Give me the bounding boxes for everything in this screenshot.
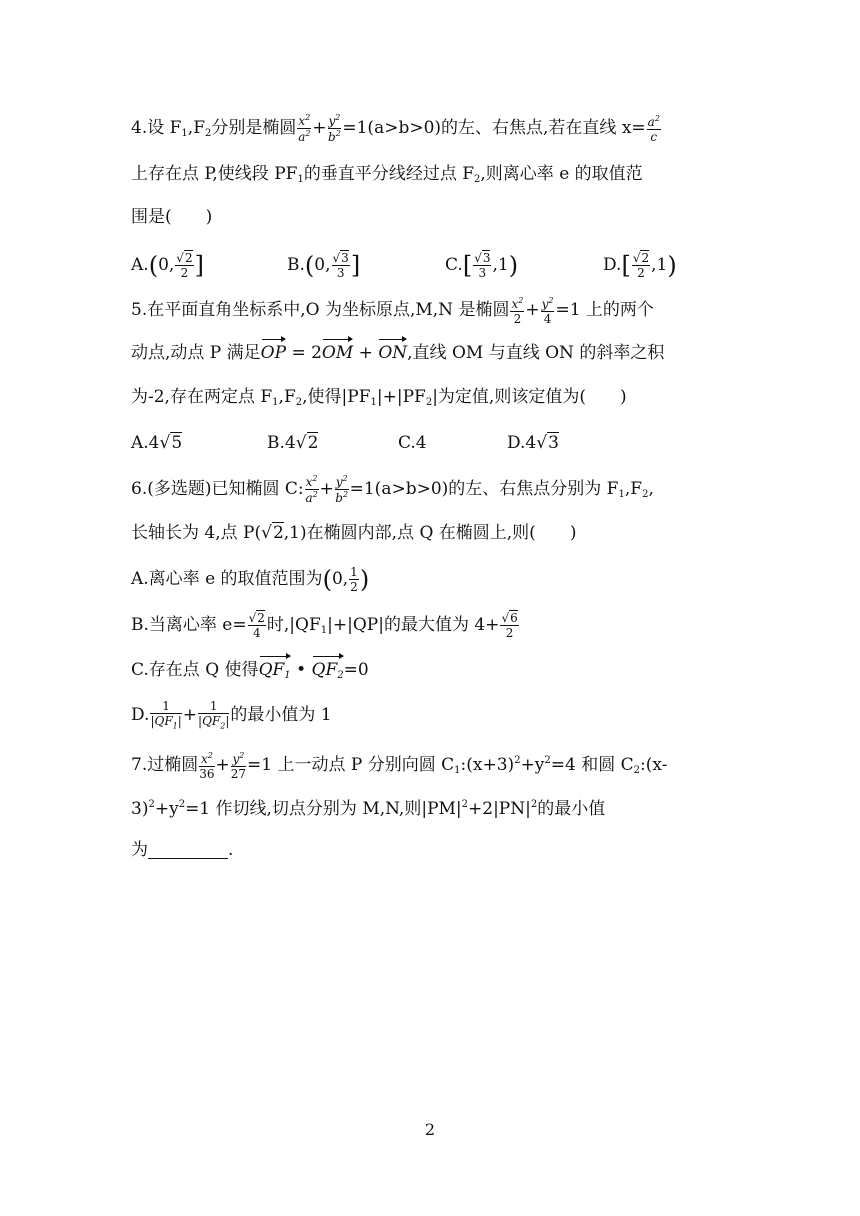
q5-option-c: C.4 [398,433,427,453]
q6-line-2: 长轴长为 4,点 P(√2,1)在椭圆内部,点 Q 在椭圆上,则( ) [131,523,577,543]
q6-option-d: D. $\frac{1}{|QF_1|}$ + $\frac{1}{|QF_2|}$ 的最小值为 1 [131,699,332,731]
q5-line-2: 动点,动点 P 满足OP = 2OM + ON,直线 OM 与直线 ON 的斜率之积 [131,336,664,370]
q4-line-3: 围是( ) [131,207,213,227]
q4-option-d: D.[ $\frac{√2}{2}$ ,1) [603,251,677,280]
q4-option-c: C.[ $\frac{√3}{3}$ ,1) [445,251,519,280]
q4-line-1: 4.设 $F_1,F_2$分别是椭圆 $\frac{x^2}{a^2}$ + $\frac{y^2}{b^2}$ =1(a>b>0)的左、右焦点,若在直线 x= $\frac{a^2}{c}$ [131,113,660,144]
q6-line-1: 6.(多选题)已知椭圆 C: $\frac{x^2}{a^2}$ + $\frac{y^2}{b^2}$ =1(a>b>0)的左、右焦点分别为 $F_1,F_2$, [131,474,654,505]
q7-line-3: 为 . [131,840,234,860]
q4-line-2: 上存在点 P,使线段 $PF_1$的垂直平分线经过点 $F_2$,则离心率 e 的取值范 [131,164,643,185]
q5-option-a: A.4√5 [131,433,183,453]
q4-option-a: A.(0, $\frac{√2}{2}$ ] [131,251,204,280]
answer-blank[interactable] [148,838,228,859]
q6-option-b: B.当离心率 e= $\frac{√2}{4}$ 时$,|QF_1|+|QP|$的最大值为 4+ $\frac{√6}{2}$ [131,611,518,640]
q7-line-1: 7.过椭圆 $\frac{x^2}{36}$ + $\frac{y^2}{27}$ =1 上一动点 P 分别向圆 $C_1:(x+3)^2+y^2=4$ 和圆 $C_2:(x-$ [131,750,668,781]
q5-option-d: D.4√3 [507,433,559,453]
q4-option-b: B.(0, $\frac{√3}{3}$ ] [287,251,361,280]
page-number: 2 [424,1120,436,1139]
q5-options [131,426,731,460]
q5-option-b: B.4√2 [267,433,319,453]
q6-option-c: C.存在点 Q 使得$QF_1$ • $QF_2=0$ [131,653,369,687]
q5-line-3: 为-2,存在两定点 $F_1,F_2$,使得$|PF_1|+|PF_2|$为定值,则该定值为( ) [131,387,627,408]
q6-option-a: A.离心率 e 的取值范围为(0, $\frac{1}{2}$ ) [131,565,370,594]
q4-options [131,248,731,282]
q5-line-1: 5.在平面直角坐标系中,O 为坐标原点,M,N 是椭圆 $\frac{x^2}{2}$ + $\frac{y^2}{4}$ =1 上的两个 [131,295,654,326]
q7-line-2: $3)^2+y^2=1$ 作切线,切点分别为 M,N,则$|PM|^2+2|PN|^2$的最小值 [131,799,606,819]
